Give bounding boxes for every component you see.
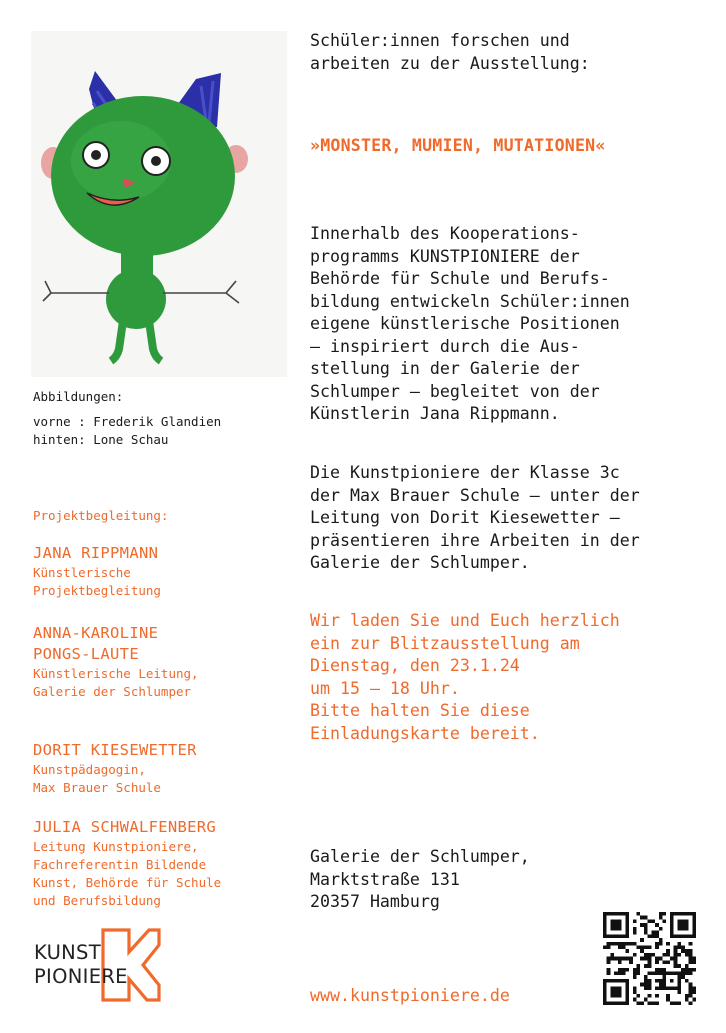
text-line: Galerie der Schlumper. xyxy=(310,553,530,572)
text-line: Marktstraße 131 xyxy=(310,869,460,889)
text-line: bildung entwickeln Schüler:innen xyxy=(310,291,630,311)
person-anna-karoline-pongs-laute xyxy=(33,623,199,701)
text-line: um 15 – 18 Uhr. xyxy=(310,678,460,698)
person-jana-rippmann xyxy=(33,543,161,600)
monster-drawing xyxy=(31,31,287,377)
person-name: PONGS-LAUTE xyxy=(33,645,139,663)
class-paragraph xyxy=(310,462,640,575)
text-line: Einladungskarte bereit. xyxy=(310,723,540,743)
qr-code[interactable] xyxy=(603,912,696,1005)
text-line: programms KUNSTPIONIERE der xyxy=(310,246,580,266)
person-name: JULIA SCHWALFENBERG xyxy=(33,818,217,836)
credits-heading: Abbildungen: xyxy=(33,389,124,404)
person-name: DORIT KIESEWETTER xyxy=(33,741,197,759)
person-role: Galerie der Schlumper xyxy=(33,684,192,699)
intro-text xyxy=(310,30,590,75)
person-role: Künstlerische Leitung, xyxy=(33,666,199,681)
text-line: Dienstag, den 23.1.24 xyxy=(310,656,520,675)
person-name: ANNA-KAROLINE xyxy=(33,624,159,642)
project-heading: Projektbegleitung: xyxy=(33,508,169,523)
text-line: stellung in der Galerie der xyxy=(310,359,580,378)
person-role: Leitung Kunstpioniere, xyxy=(33,839,199,854)
text-line: der Max Brauer Schule – unter der xyxy=(310,485,640,505)
text-line: 20357 Hamburg xyxy=(310,892,440,911)
person-role: Künstlerische xyxy=(33,565,131,580)
person-dorit-kiesewetter xyxy=(33,740,197,797)
text-line: eigene künstlerische Positionen xyxy=(310,314,620,333)
text-line: Wir laden Sie und Euch herzlich xyxy=(310,611,620,630)
person-julia-schwalfenberg xyxy=(33,817,221,910)
kunstpioniere-logo xyxy=(31,927,161,1003)
person-name: JANA RIPPMANN xyxy=(33,544,159,562)
credits-front: vorne : Frederik Glandien xyxy=(33,414,222,429)
text-line: Galerie der Schlumper, xyxy=(310,847,530,866)
text-line: Innerhalb des Kooperations- xyxy=(310,224,580,243)
exhibition-title: »MONSTER, MUMIEN, MUTATIONEN« xyxy=(310,136,606,155)
person-role: Kunstpädagogin, xyxy=(33,762,146,777)
credits-back: hinten: Lone Schau xyxy=(33,432,169,447)
text-line: – inspiriert durch die Aus- xyxy=(310,336,580,356)
person-role: Fachreferentin Bildende xyxy=(33,857,207,872)
person-role: und Berufsbildung xyxy=(33,893,161,908)
image-credits xyxy=(33,388,221,449)
text-line: Die Kunstpioniere der Klasse 3c xyxy=(310,463,620,482)
gallery-address xyxy=(310,846,530,914)
text-line: Schlumper – begleitet von der xyxy=(310,381,600,401)
text-line: ein zur Blitzausstellung am xyxy=(310,633,580,653)
text-line: Schüler:innen forschen und xyxy=(310,31,570,50)
text-line: arbeiten zu der Ausstellung: xyxy=(310,53,590,73)
program-paragraph xyxy=(310,223,630,426)
website-link[interactable]: www.kunstpioniere.de xyxy=(310,986,510,1005)
person-role: Kunst, Behörde für Schule xyxy=(33,875,222,890)
text-line: Behörde für Schule und Berufs- xyxy=(310,269,610,288)
person-role: Max Brauer Schule xyxy=(33,780,161,795)
person-role: Projektbegleitung xyxy=(33,583,161,598)
text-line: Bitte halten Sie diese xyxy=(310,701,530,720)
text-line: Künstlerin Jana Rippmann. xyxy=(310,404,560,423)
invitation-paragraph xyxy=(310,610,620,745)
text-line: Leitung von Dorit Kiesewetter – xyxy=(310,508,620,527)
text-line: präsentieren ihre Arbeiten in der xyxy=(310,530,640,550)
logo-word-pioniere: PIONIERE xyxy=(34,965,128,988)
logo-word-kunst: KUNST xyxy=(34,941,101,964)
